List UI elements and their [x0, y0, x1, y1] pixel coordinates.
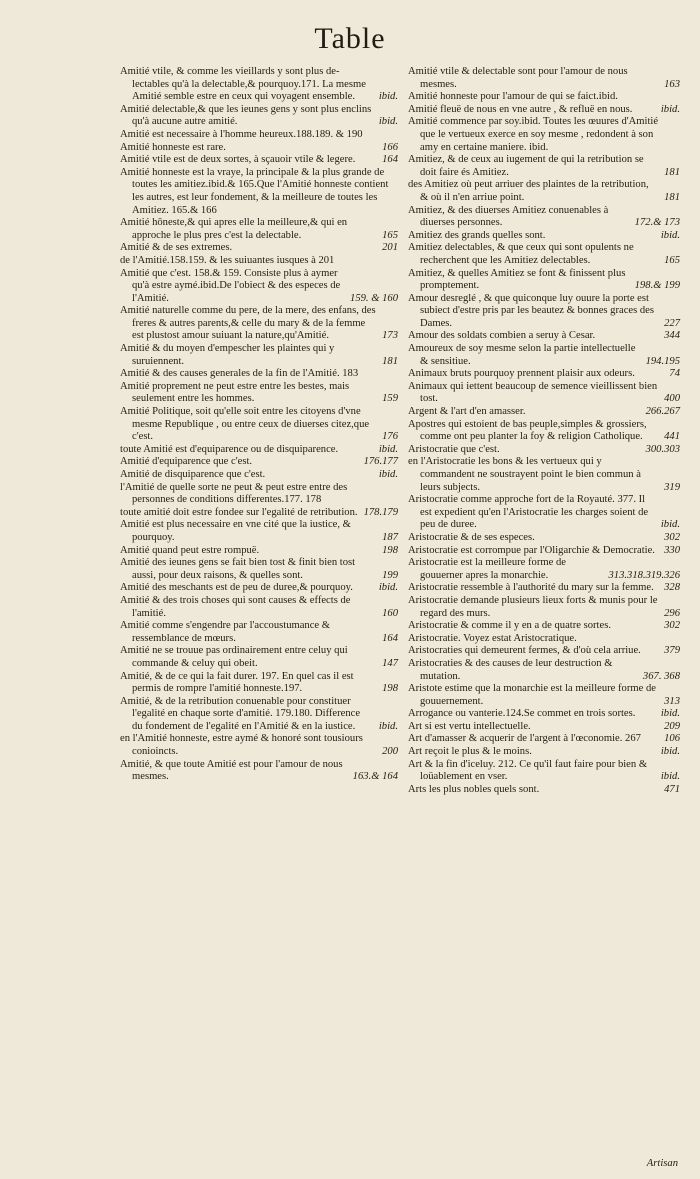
index-entry [120, 268, 398, 306]
index-entry [120, 733, 398, 758]
entry-text: Amitié, & de ce qui la fait durer. 197. En quel cas il est permis de rompre l'amitié honneste.197. [120, 670, 354, 695]
index-entry [408, 242, 680, 267]
index-entry [120, 406, 398, 444]
catchword: Artisan [646, 1158, 678, 1169]
index-entry [120, 368, 398, 381]
index-entry [408, 746, 680, 759]
entry-text: Amitié proprement ne peut estre entre les bestes, mais seulement entre les hommes. [120, 380, 350, 405]
entry-page: 400 [664, 393, 680, 405]
entry-page: 106 [664, 733, 680, 745]
entry-page: 74 [669, 368, 680, 380]
entry-page: 302 [664, 531, 680, 543]
page-title: Table [314, 22, 386, 55]
entry-text: Aristocratie est la meilleure forme de gouuerner apres la monarchie. [408, 557, 566, 581]
index-entry [120, 557, 398, 582]
index-entry [408, 759, 680, 784]
index-entry [408, 330, 680, 343]
entry-page: 176.177 [363, 456, 398, 468]
index-entry [408, 268, 680, 293]
entry-page: 187 [382, 531, 398, 543]
entry-page: ibid. [660, 708, 680, 720]
entry-text: Arrogance ou vanterie.124.Se commet en trois sortes. [408, 708, 636, 720]
index-entry [120, 255, 398, 268]
entry-page: 147 [382, 657, 398, 669]
index-entry [408, 620, 680, 633]
entry-page: 313 [664, 695, 680, 707]
entry-text: Amitié de disquiparence que c'est. [120, 469, 266, 480]
entry-page: 160 [382, 607, 398, 619]
entry-page: ibid. [660, 771, 680, 783]
entry-text: Amitié commence par soy.ibid. Toutes les œuures d'Amitié que le vertueux exerce en soy mesme , redondent à son amy en certaine maniere. ibid. [408, 116, 659, 153]
index-entry [408, 419, 680, 444]
entry-text: toute Amitié est d'equiparence ou de disquiparence. [120, 443, 339, 455]
entry-page: 166 [382, 141, 398, 153]
entry-text: Animaux qui iettent beaucoup de semence vieillissent bien tost. [408, 380, 658, 405]
index-entry [408, 733, 680, 746]
index-entry [120, 444, 398, 457]
entry-page: ibid. [378, 720, 398, 732]
entry-page: 209 [664, 720, 680, 732]
entry-text: Aristote estime que la monarchie est la meilleure forme de gouuernement. [408, 683, 656, 707]
index-entry [120, 645, 398, 670]
entry-text: Aristocratie & de ses especes. [408, 531, 535, 543]
entry-page: 367. 368 [642, 670, 680, 682]
index-entry [408, 658, 680, 683]
entry-page: 302 [664, 620, 680, 632]
entry-page: ibid. [660, 519, 680, 531]
entry-page: ibid. [378, 582, 398, 594]
index-entry [408, 582, 680, 595]
index-entry [408, 545, 680, 558]
entry-page: 172.& 173 [634, 217, 680, 229]
index-entry [120, 582, 398, 595]
index-entry [120, 154, 398, 167]
index-entry [408, 595, 680, 620]
index-entry [120, 142, 398, 155]
index-entry [408, 784, 680, 797]
index-entry [408, 494, 680, 532]
entry-text: Amitié que c'est. 158.& 159. Consiste plus à aymer qu'à estre aymé.ibid.De l'obiect & des especes de l'Amitié. [120, 267, 341, 304]
entry-text: Amitié delectable,& que les ieunes gens y sont plus enclins qu'à aucune autre amitié. [120, 103, 372, 128]
entry-page: 176 [382, 431, 398, 443]
index-entry [408, 154, 680, 179]
index-entry [408, 230, 680, 243]
entry-page: 159. & 160 [350, 292, 398, 304]
index-entry [408, 406, 680, 419]
right-column [408, 66, 680, 796]
index-entry [408, 293, 680, 331]
entry-text: Art & la fin d'iceluy. 212. Ce qu'il faut faire pour bien & loüablement en vser. [408, 758, 648, 783]
entry-text: Arts les plus nobles quels sont. [408, 783, 540, 795]
index-entry [120, 545, 398, 558]
index-entry [408, 381, 680, 406]
entry-text: Amitié est plus necessaire en vne cité que la iustice, & pourquoy. [120, 519, 351, 543]
entry-text: Aristocratie demande plusieurs lieux forts & munis pour le regard des murs. [408, 594, 658, 619]
entry-page: 173 [382, 330, 398, 342]
index-entry [120, 759, 398, 784]
index-entry [120, 671, 398, 696]
entry-page: 194.195 [645, 355, 680, 367]
entry-text: Art si est vertu intellectuelle. [408, 720, 531, 732]
entry-page: 198.& 199 [634, 280, 680, 292]
entry-text: Amitié & de ses extremes. [120, 242, 233, 254]
entry-page: 300.303 [645, 443, 680, 455]
index-entry [408, 91, 680, 104]
index-entry [120, 620, 398, 645]
entry-page: 181 [382, 355, 398, 367]
entry-text: Amitié comme s'engendre par l'accoustumance & ressemblance de mœurs. [120, 620, 331, 644]
entry-page: 198 [382, 544, 398, 556]
index-entry [408, 708, 680, 721]
entry-text: Amitié naturelle comme du pere, de la mere, des enfans, des freres & autres parents,& celle du mary & de la femme est plustost amour suiuant la nature,qu'Amitié. [120, 305, 376, 342]
entry-text: Animaux bruts pourquoy prennent plaisir aux odeurs. [408, 368, 635, 380]
entry-text: Amitié hōneste,& qui apres elle la meilleure,& qui en approche le plus pres c'est la delectable. [120, 217, 348, 241]
entry-page: 344 [664, 330, 680, 342]
entry-text: Amitiez, & des diuerses Amitiez conuenables à diuerses personnes. [408, 204, 609, 229]
entry-text: Argent & l'art d'en amasser. [408, 406, 526, 418]
entry-page: 328 [664, 582, 680, 594]
entry-page: 163.& 164 [352, 771, 398, 783]
entry-text: Amitié quand peut estre rompuë. [120, 544, 260, 556]
index-entry [408, 66, 680, 91]
index-entry [120, 381, 398, 406]
index-entry [120, 507, 398, 520]
entry-page: ibid. [378, 469, 398, 480]
entry-text: Amitiez, & de ceux au iugement de qui la retribution se doit faire és Amitiez. [408, 154, 644, 178]
entry-text: Amitié honneste est rare. [120, 141, 226, 153]
index-entry [408, 104, 680, 117]
entry-text: en l'Aristocratie les bons & les vertueux qui y commandent ne soustrayent point le bien commun à leurs subjects. [408, 456, 641, 493]
entry-text: Amour desreglé , & que quiconque luy ouure la porte est subiect d'estre pris par les beautez & bonnes graces des Dames. [408, 292, 655, 329]
index-entry [408, 116, 680, 154]
index-entry [408, 205, 680, 230]
entry-page: 227 [664, 317, 680, 329]
index-entry [120, 129, 398, 142]
entry-page: 198 [382, 683, 398, 695]
entry-text: Amitié des meschants est de peu de duree,& pourquoy. [120, 582, 353, 594]
index-entry [408, 179, 680, 204]
entry-page: 296 [664, 607, 680, 619]
entry-page: ibid. [660, 229, 680, 241]
entry-text: Amitié des ieunes gens se fait bien tost & finit bien tost aussi, pour deux raisons, & quelles sont. [120, 557, 356, 581]
entry-text: Amitiez, & quelles Amitiez se font & finissent plus promptement. [408, 267, 626, 292]
entry-text: Art reçoit le plus & le moins. [408, 746, 532, 758]
index-entry [408, 343, 680, 368]
index-entry [408, 645, 680, 658]
index-entry [120, 595, 398, 620]
entry-page: ibid. [378, 443, 398, 455]
entry-page: 199 [382, 569, 398, 581]
entry-text: Amitiez des grands quelles sont. [408, 229, 546, 241]
index-entry [408, 456, 680, 494]
index-entry [120, 343, 398, 368]
left-column [120, 66, 398, 784]
entry-text: toute amitié doit estre fondee sur l'egalité de retribution. [120, 506, 358, 518]
entry-text: des Amitiez où peut arriuer des plaintes de la retribution, & où il n'en arriue point. [408, 179, 649, 203]
entry-page: 159 [382, 393, 398, 405]
index-entry [120, 519, 398, 544]
index-entry [408, 557, 680, 582]
entry-text: Amitié honneste est la vraye, la principale & la plus grande de toutes les amitiez.ibid.& 165.Que l'Amitié honneste contient les autres, est leur fondement, & la meilleure de toutes les Amitiez. 165.& 166 [120, 166, 389, 216]
entry-text: Art d'amasser & acquerir de l'argent à l'œconomie. 267 [408, 733, 641, 745]
entry-text: Amitié, & de la retribution conuenable pour constituer l'egalité en chaque sorte d'amitié. 179.180. Difference du fondement de l'egalité en l'Amitié & en la iustice. [120, 695, 361, 732]
entry-page: 165 [382, 229, 398, 241]
entry-page: 200 [382, 746, 398, 758]
entry-text: Amitié d'equiparence que c'est. [120, 456, 253, 468]
entry-text: Aristocraties & des causes de leur destruction & mutation. [408, 657, 613, 682]
entry-text: Amitié & des trois choses qui sont causes & effects de l'amitié. [120, 594, 351, 619]
entry-page: ibid. [660, 746, 680, 758]
entry-text: Amitié & du moyen d'empescher les plaintes qui y suruiennent. [120, 343, 335, 367]
index-entry [120, 242, 398, 255]
index-entry [408, 368, 680, 381]
entry-page: 178.179 [363, 506, 398, 518]
entry-page: 313.318.319.326 [608, 569, 680, 581]
index-entry [120, 456, 398, 469]
index-entry [408, 444, 680, 457]
entry-page: ibid. [660, 103, 680, 115]
entry-page: 471 [664, 783, 680, 795]
index-entry [408, 721, 680, 734]
entry-text: Aristocratie est corrompue par l'Oligarchie & Democratie. [408, 544, 655, 556]
entry-text: Amitié est necessaire à l'homme heureux.188.189. & 190 [120, 128, 363, 140]
entry-text: Amitié vtile & delectable sont pour l'amour de nous mesmes. [408, 66, 628, 90]
entry-text: Aristocratie comme approche fort de la Royauté. 377. Il est expedient qu'en l'Aristocratie les charges soient de peu de duree. [408, 494, 649, 531]
entry-text: en l'Amitié honneste, estre aymé & honoré sont tousiours conioincts. [120, 733, 363, 758]
entry-page: 266.267 [645, 406, 680, 418]
entry-text: Amitié honneste pour l'amour de qui se faict.ibid. [408, 91, 618, 103]
entry-text: Aristocratie. Voyez estat Aristocratique. [408, 632, 577, 644]
index-entry [120, 104, 398, 129]
entry-text: Aristocratie que c'est. [408, 443, 500, 455]
entry-text: Amitié, & que toute Amitié est pour l'amour de nous mesmes. [120, 758, 343, 783]
entry-text: Amitié fleuë de nous en vne autre , & refluë en nous. [408, 103, 633, 115]
entry-text: Amitié vtile est de deux sortes, à sçauoir vtile & legere. [120, 154, 356, 166]
entry-text: Amitiez delectables, & que ceux qui sont opulents ne recherchent que les Amitiez delectables. [408, 242, 634, 266]
entry-text: de l'Amitié.158.159. & les suiuantes iusques à 201 [120, 254, 335, 266]
entry-text: Amitié ne se trouue pas ordinairement entre celuy qui commande & celuy qui obeit. [120, 645, 348, 669]
entry-page: ibid. [378, 116, 398, 128]
entry-page: 181 [664, 191, 680, 203]
entry-text: Amitié & des causes generales de la fin de l'Amitié. 183 [120, 368, 359, 380]
index-entry [120, 217, 398, 242]
entry-text: Amitié Politique, soit qu'elle soit entre les citoyens d'vne mesme Republique , ou entre ceux de diuerses citez,que c'est. [120, 406, 370, 443]
entry-page: 330 [664, 544, 680, 556]
entry-text: Aristocratie ressemble à l'authorité du mary sur la femme. [408, 582, 654, 594]
entry-text: Apostres qui estoient de bas peuple,simples & grossiers, comme ont peu planter la foy & religion Catholique. [408, 418, 647, 443]
entry-text: Amoureux de soy mesme selon la partie intellectuelle & sensitiue. [408, 343, 636, 367]
index-entry [120, 482, 398, 507]
entry-text: Amitié vtile, & comme les vieillards y sont plus de-lectables qu'à la delectable,& pourquoy.171. La mesme Amitié semble estre en ceux qui voyagent ensemble. [120, 66, 366, 103]
entry-page: 441 [664, 431, 680, 443]
index-entry [120, 469, 398, 482]
entry-page: 163 [664, 78, 680, 90]
entry-page: 319 [664, 481, 680, 493]
index-entry [408, 683, 680, 708]
index-entry [120, 305, 398, 343]
entry-page: 379 [664, 645, 680, 657]
entry-text: Aristocratie & comme il y en a de quatre sortes. [408, 620, 611, 632]
entry-page: 164 [382, 154, 398, 166]
entry-page: 164 [382, 632, 398, 644]
entry-page: 201 [382, 242, 398, 254]
index-entry [120, 167, 398, 217]
entry-text: Aristocraties qui demeurent fermes, & d'où cela arriue. [408, 645, 641, 657]
index-entry [120, 66, 398, 104]
index-entry [408, 532, 680, 545]
index-entry [408, 633, 680, 646]
entry-page: 181 [664, 166, 680, 178]
entry-page: ibid. [378, 91, 398, 103]
index-entry [120, 696, 398, 734]
entry-page: 165 [664, 254, 680, 266]
entry-text: Amour des soldats combien a seruy à Cesar. [408, 330, 596, 342]
entry-text: l'Amitié de quelle sorte ne peut & peut estre entre des personnes de conditions differentes.177. 178 [120, 481, 348, 506]
